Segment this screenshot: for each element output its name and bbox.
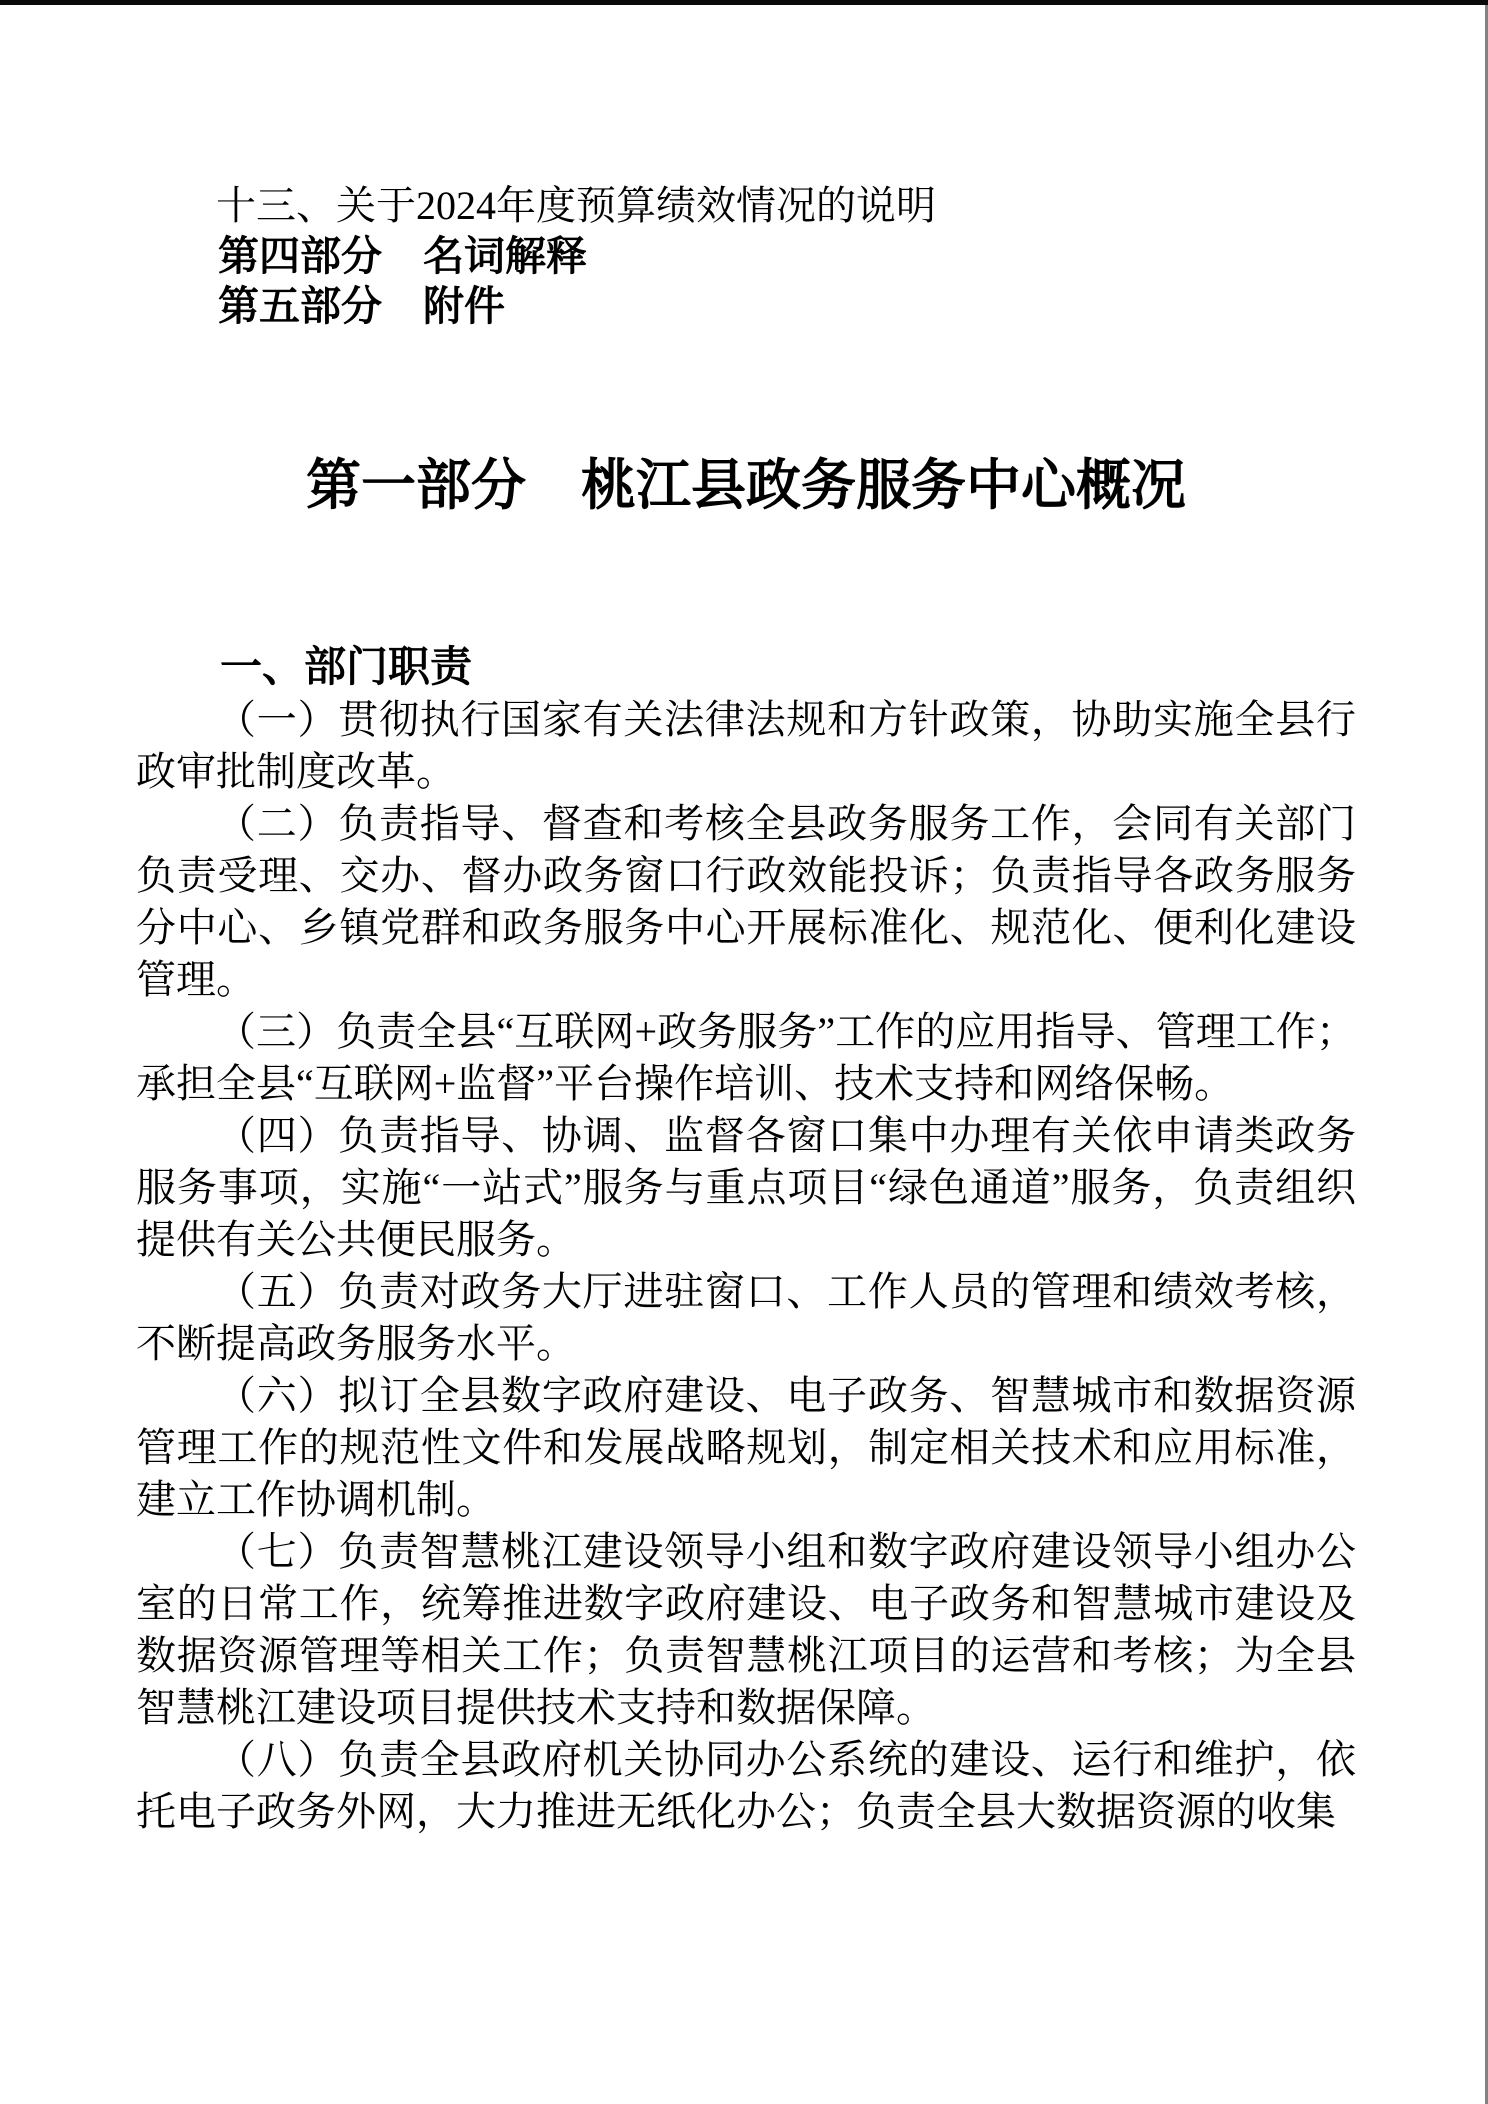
table-of-contents: [136, 181, 1356, 331]
toc-item-part5: 第五部分 附件: [218, 283, 505, 329]
paragraph-duty-7: （七）负责智慧桃江建设领导小组和数字政府建设领导小组办公室的日常工作，统筹推进数字政府建设、电子政务和智慧城市建设及数据资源管理等相关工作；负责智慧桃江项目的运营和考核；为全县智慧桃江建设项目提供技术支持和数据保障。: [136, 1529, 1356, 1730]
section-heading-duties: 一、部门职责: [220, 645, 473, 691]
paragraph-duty-6: （六）拟订全县数字政府建设、电子政务、智慧城市和数据资源管理工作的规范性文件和发展战略规划，制定相关技术和应用标准，建立工作协调机制。: [136, 1373, 1356, 1522]
paragraph-duty-8: （八）负责全县政府机关协同办公系统的建设、运行和维护，依托电子政务外网，大力推进无纸化办公；负责全县大数据资源的收集: [136, 1737, 1356, 1834]
paragraph-duty-4: （四）负责指导、协调、监督各窗口集中办理有关依申请类政务服务事项，实施“一站式”服务与重点项目“绿色通道”服务，负责组织提供有关公共便民服务。: [136, 1113, 1356, 1262]
paragraph-duty-5: （五）负责对政务大厅进驻窗口、工作人员的管理和绩效考核，不断提高政务服务水平。: [136, 1269, 1356, 1366]
paragraph-duty-1: （一）贯彻执行国家有关法律法规和方针政策，协助实施全县行政审批制度改革。: [136, 697, 1356, 794]
section-body: [136, 694, 1356, 1838]
toc-item-13: 十三、关于2024年度预算绩效情况的说明: [216, 183, 936, 228]
toc-item-part4: 第四部分 名词解释: [218, 233, 587, 279]
paragraph-duty-2: （二）负责指导、督查和考核全县政务服务工作，会同有关部门负责受理、交办、督办政务窗口行政效能投诉；负责指导各政务服务分中心、乡镇党群和政务服务中心开展标准化、规范化、便利化建设管理。: [136, 801, 1356, 1002]
page-title: 第一部分 桃江县政务服务中心概况: [305, 455, 1186, 516]
paragraph-duty-3: （三）负责全县“互联网+政务服务”工作的应用指导、管理工作；承担全县“互联网+监督”平台操作培训、技术支持和网络保畅。: [136, 1009, 1356, 1106]
